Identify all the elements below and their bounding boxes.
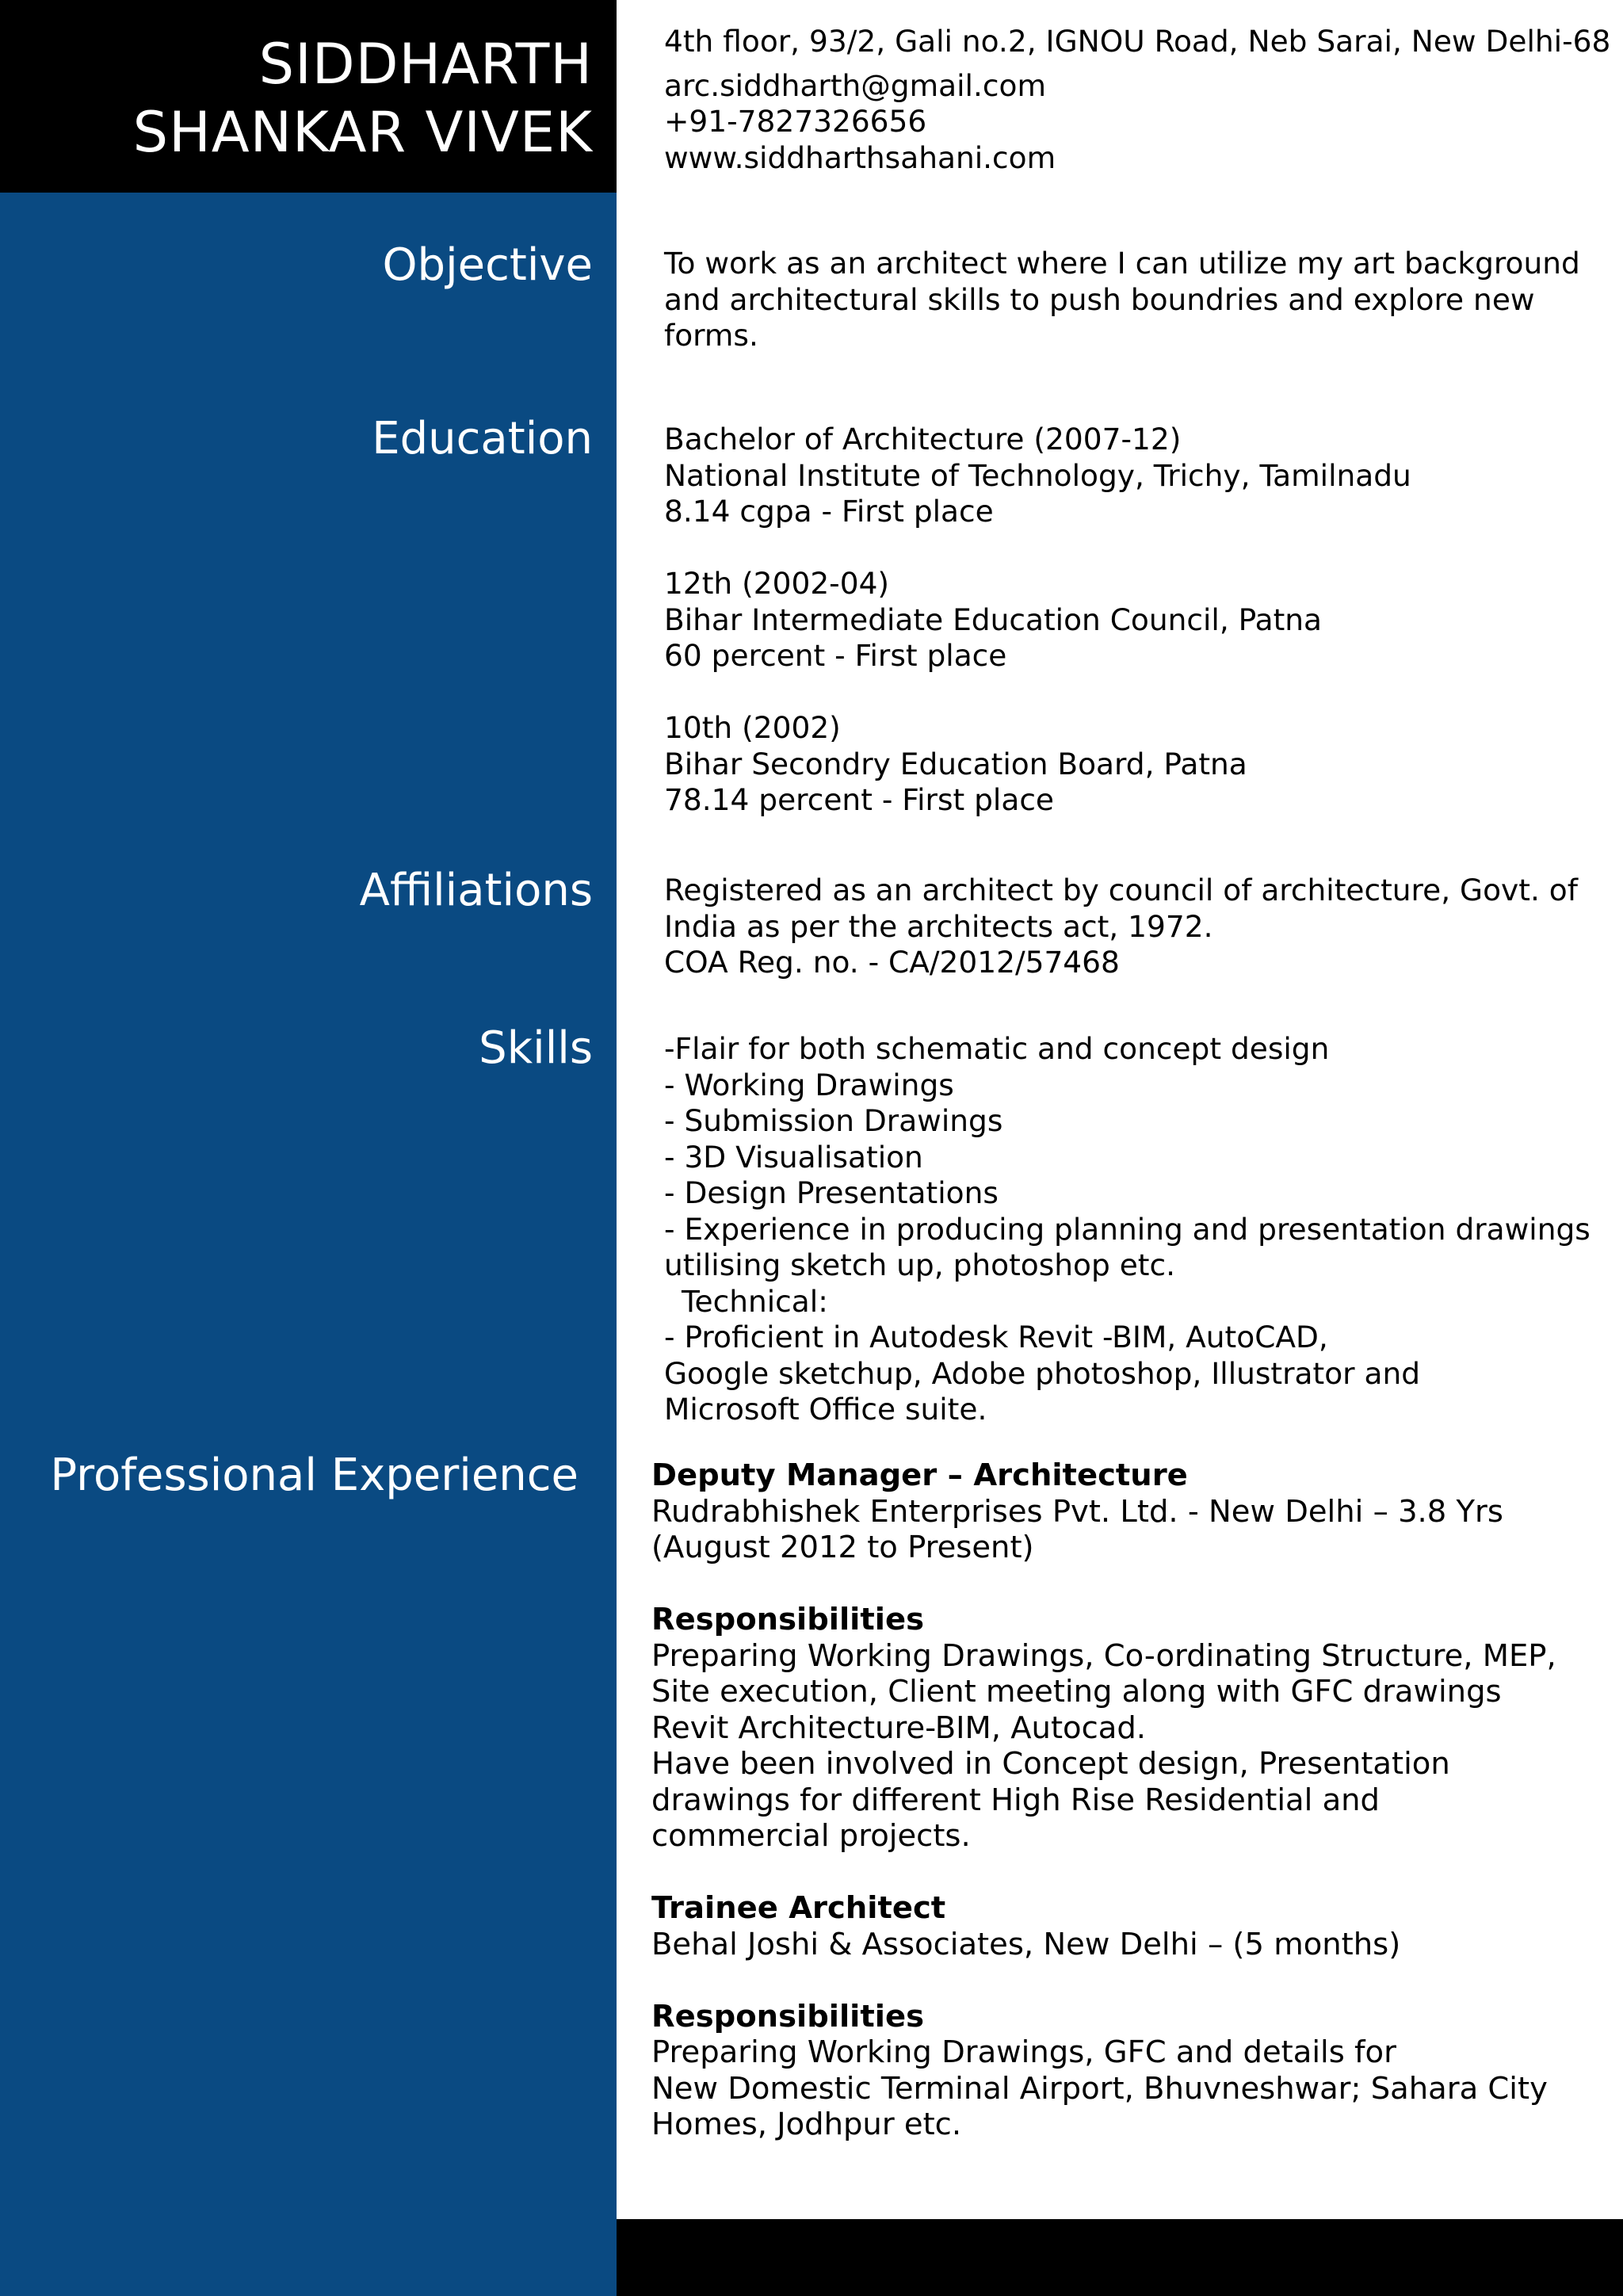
contact-email: arc.siddharth@gmail.com [664, 67, 1046, 103]
objective-line: forms. [664, 318, 758, 353]
job-company: Behal Joshi & Associates, New Delhi – (5 months) [651, 1926, 1401, 1962]
skills-list [664, 1031, 1599, 1428]
responsibilities-heading: Responsibilities [651, 1998, 924, 2034]
responsibility-line: Preparing Working Drawings, GFC and details for [651, 2034, 1396, 2070]
responsibility-line: New Domestic Terminal Airport, Bhuvneshwar; Sahara City [651, 2070, 1548, 2107]
responsibility-line: commercial projects. [651, 1818, 971, 1854]
responsibility-line: Revit Architecture-BIM, Autocad. [651, 1710, 1147, 1746]
skill-item: utilising sketch up, photoshop etc. [664, 1247, 1176, 1282]
education-result: 8.14 cgpa - First place [664, 494, 994, 529]
skill-item: -Flair for both schematic and concept design [664, 1031, 1330, 1066]
job-title: Trainee Architect [651, 1890, 946, 1926]
name-line-1: SIDDHARTH [258, 32, 593, 97]
skill-item: - Design Presentations [664, 1175, 999, 1210]
heading-education: Education [372, 413, 593, 464]
responsibility-line: Preparing Working Drawings, Co-ordinating Structure, MEP, [651, 1637, 1556, 1674]
education-result: 60 percent - First place [664, 638, 1007, 673]
objective-line: To work as an architect where I can utilize my art background [664, 246, 1580, 281]
education-institution: National Institute of Technology, Trichy, Tamilnadu [664, 457, 1411, 493]
skill-item: - Experience in producing planning and presentation drawings [664, 1211, 1591, 1247]
affiliations-text [664, 873, 1599, 981]
heading-affiliations: Affiliations [359, 865, 593, 916]
objective-line: and architectural skills to push boundries and explore new [664, 281, 1535, 317]
skill-item: - 3D Visualisation [664, 1139, 923, 1175]
skill-item: - Submission Drawings [664, 1103, 1003, 1138]
skill-item: Google sketchup, Adobe photoshop, Illustrator and [664, 1355, 1421, 1391]
education-degree: 12th (2002-04) [664, 566, 890, 601]
affiliation-line: Registered as an architect by council of architecture, Govt. of [664, 873, 1578, 907]
contact-phone: +91-7827326656 [664, 104, 927, 139]
name-header [0, 0, 617, 193]
footer-bar [617, 2219, 1623, 2296]
education-list [664, 422, 1599, 819]
skill-item: Microsoft Office suite. [664, 1392, 987, 1427]
skill-item: - Proficient in Autodesk Revit -BIM, AutoCAD, [664, 1320, 1328, 1354]
skill-item: - Working Drawings [664, 1067, 954, 1102]
affiliation-line: COA Reg. no. - CA/2012/57468 [664, 945, 1120, 980]
education-institution: Bihar Intermediate Education Council, Patna [664, 602, 1323, 637]
responsibilities-heading: Responsibilities [651, 1602, 924, 1637]
contact-address: 4th floor, 93/2, Gali no.2, IGNOU Road, Neb Sarai, New Delhi-68 [664, 24, 1611, 59]
experience-list [651, 1457, 1599, 2143]
responsibility-line: Homes, Jodhpur etc. [651, 2107, 962, 2142]
job-title: Deputy Manager – Architecture [651, 1457, 1188, 1493]
contact-website: www.siddharthsahani.com [664, 139, 1056, 175]
education-degree: 10th (2002) [664, 710, 841, 745]
objective-text [664, 246, 1599, 354]
education-degree: Bachelor of Architecture (2007-12) [664, 422, 1182, 457]
skills-technical-heading: Technical: [682, 1283, 828, 1319]
responsibility-line: drawings for different High Rise Residential and [651, 1782, 1380, 1818]
affiliation-line: India as per the architects act, 1972. [664, 908, 1213, 944]
education-result: 78.14 percent - First place [664, 782, 1055, 817]
heading-skills: Skills [479, 1022, 593, 1074]
responsibility-line: Have been involved in Concept design, Presentation [651, 1746, 1450, 1782]
heading-objective: Objective [382, 239, 593, 291]
job-period: (August 2012 to Present) [651, 1530, 1034, 1565]
name-line-2: SHANKAR VIVEK [132, 100, 593, 165]
sidebar-panel [0, 0, 617, 2296]
heading-professional-experience: Professional Experience [50, 1450, 579, 1501]
contact-block [664, 24, 1611, 176]
job-company: Rudrabhishek Enterprises Pvt. Ltd. - New Delhi – 3.8 Yrs [651, 1493, 1503, 1530]
candidate-name [133, 30, 593, 166]
education-institution: Bihar Secondry Education Board, Patna [664, 746, 1247, 781]
responsibility-line: Site execution, Client meeting along with GFC drawings [651, 1674, 1502, 1710]
